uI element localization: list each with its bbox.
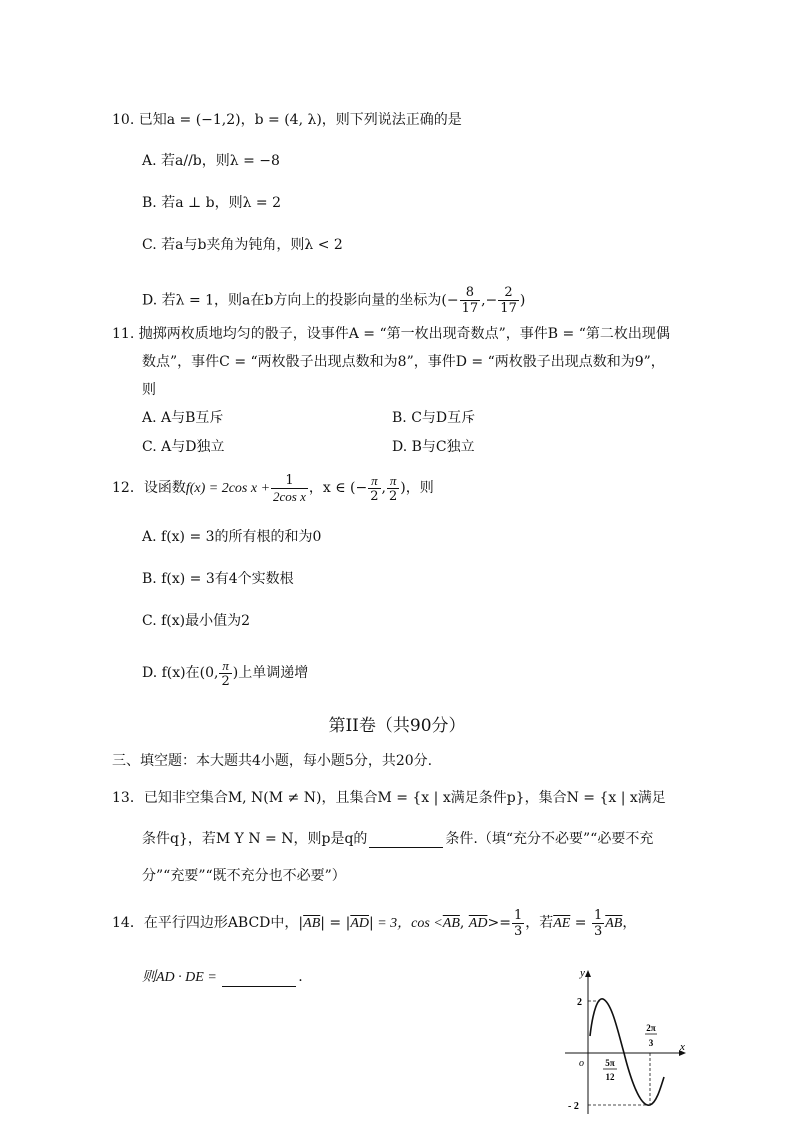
q14-frac2-den: 3 (593, 923, 603, 939)
q12-option-a: A. f(x) = 3的所有根的和为0 (142, 529, 322, 545)
x2-den: 3 (648, 1038, 654, 1048)
q10-d-frac2-num: 2 (498, 285, 519, 301)
x1-num: 5π (605, 1058, 615, 1068)
q14-line1: 14．在平行四边形ABCD中，$|\overline{AB}| = |\overline{AD}| = 3$，$\cos <\overline{AB}$, $\overline{AD}>=$ $\frac{1}{3}$ ，若$\overline{AE}$ = $\frac{1}{3}$ $\overline{AB}$， (112, 907, 637, 939)
q12-domain-frac1-num: π (368, 473, 380, 489)
q11-option-a: A. A与B互斥 (142, 410, 224, 426)
q12-suffix: ，则 (405, 480, 434, 496)
q12-frac-num: 1 (271, 473, 308, 489)
q14-line2a: 则AD · DE = (142, 970, 221, 985)
q14-line2b: . (298, 969, 303, 985)
q10-d-frac1-den: 17 (461, 301, 479, 316)
q12-domain-frac2-num: π (387, 473, 399, 489)
q12-domain-frac1 (368, 473, 380, 504)
q14-ad-vec: $\overline{AD}$ (468, 916, 488, 931)
sine-curve (590, 999, 664, 1105)
q14-ae-vec: $\overline{AE}$ (553, 916, 571, 931)
section-title: 第II卷（共90分） (328, 716, 466, 736)
y-max-label: 2 (577, 997, 582, 1008)
q14-line2 (142, 968, 303, 987)
q14-mid: >= (487, 915, 511, 931)
fill-heading: 三、填空题：本大题共4小题，每小题5分，共20分. (112, 753, 433, 769)
q14-frac2-num: 1 (593, 907, 603, 923)
x1-den: 12 (605, 1072, 615, 1082)
q14-frac1-den: 3 (513, 923, 523, 939)
q10-d-close: ) (519, 292, 526, 309)
q10-d-sep: ,− (481, 292, 498, 309)
q12-domain-frac2-den: 2 (388, 488, 398, 504)
y-min-label: - 2 (568, 1101, 579, 1112)
q14-p1: 14．在平行四边形ABCD中， (112, 915, 299, 931)
q14-eq3: = 3，cos < (373, 916, 443, 931)
q12-d-frac-num: π (219, 658, 231, 674)
q14-eq: = (570, 915, 591, 931)
q12-stem: 12．设函数f(x) = 2cos x + $\frac{1}{\text{2cos x}}$ ，x ∈ (− $\frac{\pi}{2}$ , $\frac{\pi}{2}$ )，则 (112, 472, 434, 504)
q14-ab-vec2: $\overline{AB}$ (605, 916, 623, 931)
q14-answer-blank[interactable] (222, 972, 296, 987)
q14-ab-abs: $\overline{AB}$ (303, 916, 321, 931)
q11-line3: 则 (142, 382, 156, 398)
q13-line2b: 条件.（填“充分不必要”“必要不充 (445, 831, 654, 847)
q12-frac-den: 2cos x (273, 488, 306, 504)
q11-option-c: C. A与D独立 (142, 439, 225, 455)
q12-option-c: C. f(x)最小值为2 (142, 613, 251, 629)
q10-d-open: (− (441, 292, 459, 309)
q12-frac (271, 473, 308, 504)
q13-line2 (142, 830, 653, 848)
q11-line1: 11. 抛掷两枚质地均匀的骰子，设事件A = “第一枚出现奇数点”，事件B = “第二枚出现偶 (112, 326, 670, 342)
x2-num: 2π (646, 1023, 656, 1033)
q13-line3: 分”“充要”“既不充分也不必要”） (142, 868, 346, 884)
q14-ruo: ，若 (525, 915, 554, 931)
q10-option-a: A. 若a//b，则λ = −8 (142, 153, 280, 169)
q12-option-d (142, 656, 308, 690)
q10-option-d (142, 285, 525, 316)
q10-d-frac2-den: 17 (500, 301, 517, 316)
q10-d-frac1-num: 8 (460, 285, 481, 301)
q11-line2: 数点”，事件C = “两枚骰子出现点数和为8”，事件D = “两枚骰子出现点数和为9”， (142, 354, 665, 370)
x-axis-label: x (680, 1041, 685, 1053)
q12-domain-frac1-den: 2 (370, 488, 379, 504)
y-axis-arrow (585, 970, 591, 977)
q12-option-d-text: D. f(x)在(0, (142, 665, 219, 681)
q14-frac1 (512, 908, 524, 939)
q13-answer-blank[interactable] (369, 833, 443, 848)
q13-line1: 13．已知非空集合M, N(M ≠ N)，且集合M = {x | x满足条件p}，集合N = {x | x满足 (112, 790, 666, 806)
q14-comma: ， (622, 915, 637, 931)
q11-option-d: D. B与C独立 (392, 439, 475, 455)
origin-label: o (579, 1058, 584, 1069)
q11-option-b: B. C与D互斥 (392, 410, 476, 426)
q12-d-frac (219, 658, 231, 689)
q12-d-suffix: )上单调递增 (232, 665, 309, 681)
q12-domain-frac2 (387, 473, 399, 504)
q14-frac2 (592, 908, 604, 939)
q14-ad-abs: $\overline{AD}$ (350, 916, 369, 931)
q12-domain-prefix: ，x ∈ (− (308, 480, 368, 496)
q10-stem: 10. 已知a = (−1,2)，b = (4, λ)，则下列说法正确的是 (112, 112, 462, 128)
q10-option-d-text: D. 若λ = 1，则a在b方向上的投影向量的坐标为 (142, 292, 442, 309)
sine-graph-figure (560, 962, 695, 1117)
q12-d-frac-den: 2 (221, 673, 230, 689)
q10-option-b: B. 若a ⊥ b，则λ = 2 (142, 195, 281, 211)
q14-ab-vec: $\overline{AB}$ (442, 916, 460, 931)
q14-frac1-num: 1 (513, 907, 523, 923)
q12-prefix: 12．设函数 (112, 480, 186, 496)
q10-option-c: C. 若a与b夹角为钝角，则λ < 2 (142, 237, 343, 253)
q10-d-frac2 (498, 285, 519, 316)
y-axis-label: y (580, 967, 585, 979)
q12-fx: f(x) = 2cos x + (185, 481, 271, 496)
q10-d-frac1 (460, 285, 481, 316)
q12-option-b: B. f(x) = 3有4个实数根 (142, 571, 294, 587)
q13-line2a: 条件q}，若M Y N = N，则p是q的 (142, 831, 368, 847)
